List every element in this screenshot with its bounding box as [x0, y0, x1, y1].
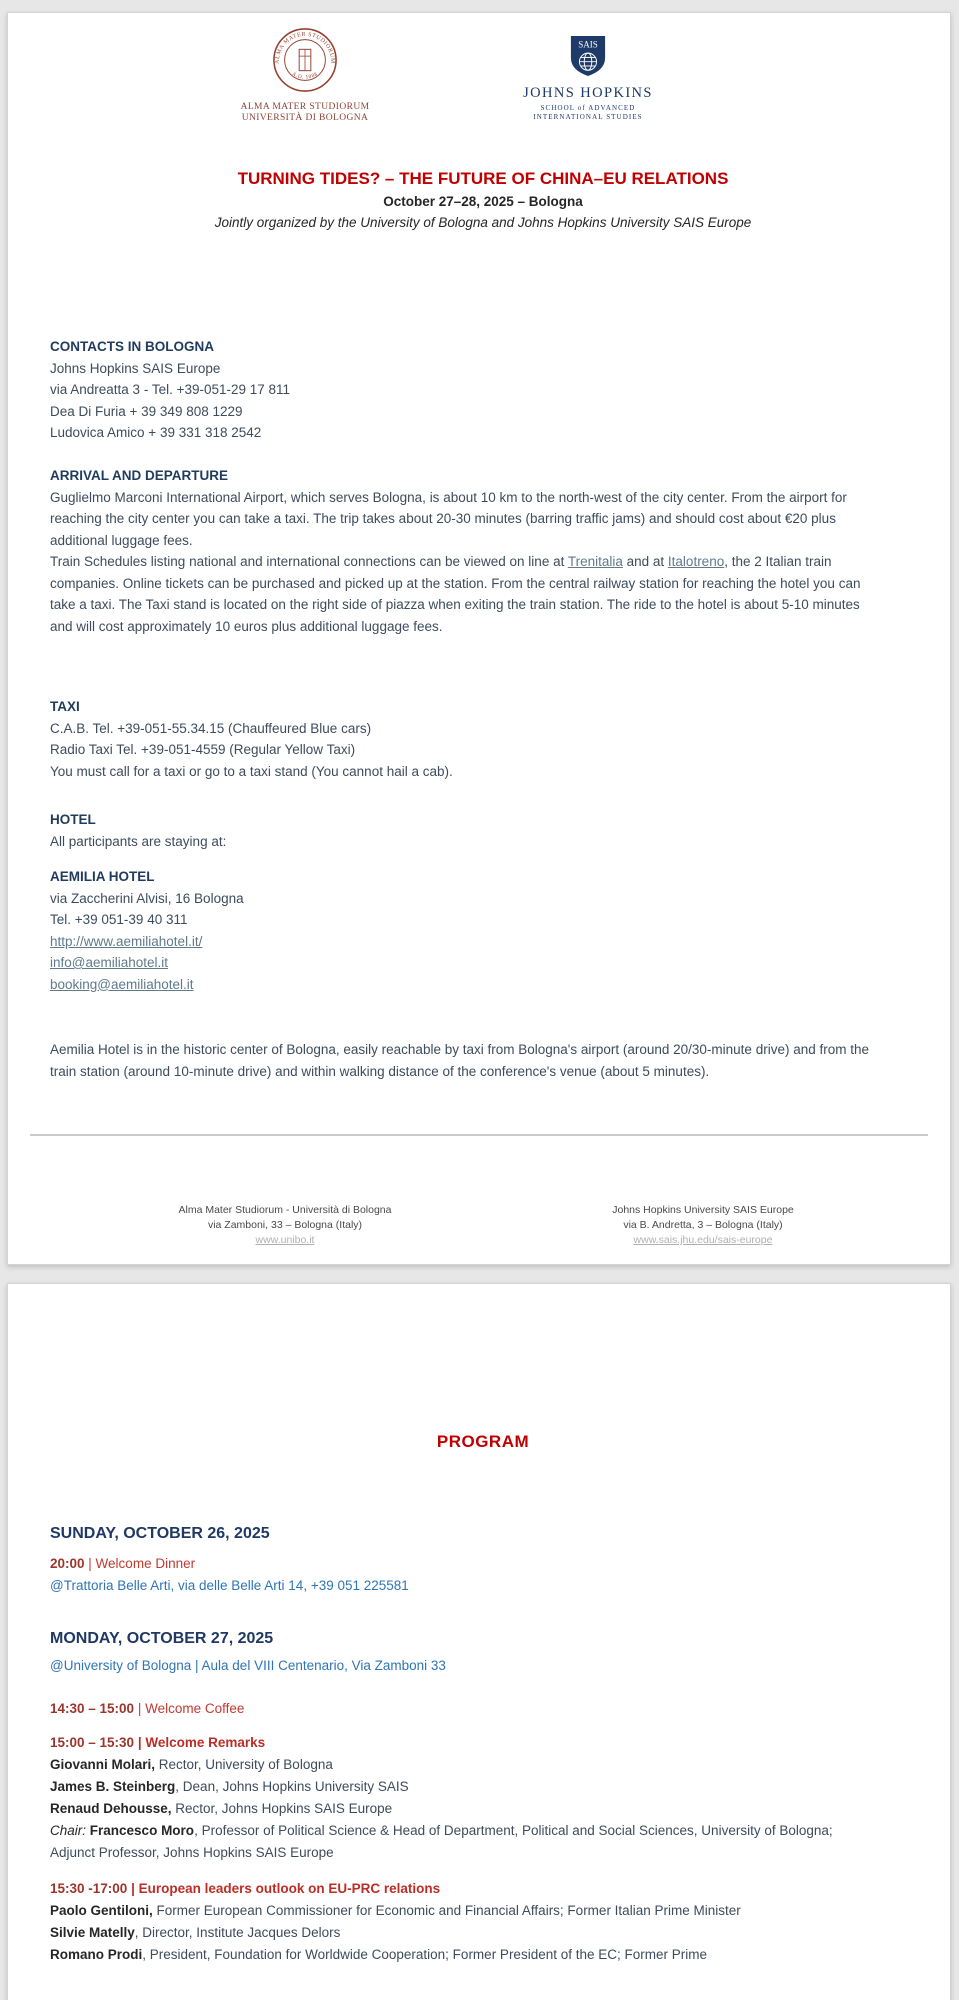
remarks-title: | Welcome Remarks — [137, 1735, 266, 1750]
chair-label: Chair: — [50, 1823, 87, 1838]
aemilia-hotel-booking-link[interactable]: booking@aemiliahotel.it — [50, 976, 194, 992]
aemilia-hotel-phone: Tel. +39 051-39 40 311 — [50, 912, 188, 927]
speaker-line — [50, 1900, 916, 1922]
coffee-time: 14:30 – 15:00 — [50, 1701, 135, 1716]
dinner-title: | Welcome Dinner — [88, 1556, 196, 1571]
document-organizers: Jointly organized by the University of Bologna and Johns Hopkins University SAIS Europe — [214, 215, 752, 230]
speaker-name: Renaud Dehousse, — [50, 1801, 172, 1816]
hotel-description — [50, 1039, 916, 1082]
footer-sais — [543, 1203, 863, 1248]
speaker-name: Silvie Matelly — [50, 1925, 135, 1940]
speaker-line — [50, 1754, 916, 1776]
aemilia-hotel-url-link[interactable]: http://www.aemiliahotel.it/ — [50, 933, 203, 949]
dinner-session-line — [50, 1553, 916, 1575]
sunday-dinner-session — [50, 1553, 916, 1597]
footer-sais-name: Johns Hopkins University SAIS Europe — [612, 1204, 794, 1216]
taxi-line: C.A.B. Tel. +39-051-55.34.15 (Chauffeured Blue cars) — [50, 720, 372, 736]
svg-text:SAIS: SAIS — [578, 39, 598, 50]
coffee-title: | Welcome Coffee — [137, 1701, 245, 1716]
footer-unibo-name: Alma Mater Studiorum - Università di Bologna — [178, 1204, 392, 1216]
sais-school-line1: SCHOOL of ADVANCED — [540, 104, 636, 112]
italotreno-link[interactable]: Italotreno — [667, 554, 725, 569]
speaker-role: Rector, University of Bologna — [155, 1757, 333, 1772]
taxi-section — [50, 696, 916, 782]
footer-sais-link[interactable]: www.sais.jhu.edu/sais-europe — [633, 1234, 773, 1246]
welcome-remarks-session — [50, 1732, 916, 1864]
speaker-role: , President, Foundation for Worldwide Cooperation; Former President of the EC; Former Prime — [142, 1947, 708, 1962]
footer-unibo-address: via Zamboni, 33 – Bologna (Italy) — [207, 1219, 363, 1231]
unibo-caption-line2: UNIVERSITÀ DI BOLOGNA — [241, 113, 369, 123]
document-date: October 27–28, 2025 – Bologna — [383, 194, 583, 209]
svg-text:ALMA MATER STUDIORUM: ALMA MATER STUDIORUM — [274, 31, 336, 64]
unibo-caption-line1: ALMA MATER STUDIORUM — [240, 102, 370, 112]
speaker-role: Former European Commissioner for Economic and Financial Affairs; Former Italian Prime Minister — [152, 1903, 741, 1918]
remarks-heading — [50, 1732, 916, 1754]
eu-prc-session — [50, 1878, 916, 1966]
unibo-seal-icon — [272, 27, 338, 93]
speaker-line — [50, 1798, 916, 1820]
svg-text:A.D. 1088: A.D. 1088 — [290, 71, 320, 81]
coffee-session — [50, 1698, 916, 1720]
trenitalia-link[interactable]: Trenitalia — [567, 554, 623, 569]
speaker-line — [50, 1922, 916, 1944]
speaker-role: , Director, Institute Jacques Delors — [134, 1925, 341, 1940]
arrival-paragraph-1-text: Guglielmo Marconi International Airport, which serves Bologna, is about 10 km to the north-west of the city center. From the airport for reaching the city center you can take a taxi. The trip takes about 20-30 minutes (barring traffic jams) and should cost about €20 plus additional luggage fees. — [50, 489, 847, 548]
speaker-line — [50, 1776, 916, 1798]
speaker-name: Giovanni Molari, — [50, 1757, 156, 1772]
dinner-venue: @Trattoria Belle Arti, via delle Belle Arti 14, +39 051 225581 — [50, 1578, 409, 1593]
chair-name: Francesco Moro — [89, 1823, 195, 1838]
taxi-line: You must call for a taxi or go to a taxi stand (You cannot hail a cab). — [50, 763, 453, 779]
arrival-paragraph-2-text-c: , the 2 Italian train companies. Online tickets can be purchased and picked up at the station. From the central railway station for reaching the hotel you can take a taxi. The Taxi stand is located on the right side of piazza when exiting the train station. The ride to the hotel is about 5-10 minutes and will cost approximately 10 euros plus additional luggage fees. — [50, 554, 861, 634]
arrival-paragraph-2-text-a: Train Schedules listing national and international connections can be viewed on line at — [50, 554, 568, 569]
contacts-line: Johns Hopkins SAIS Europe — [50, 360, 221, 376]
page-1 — [7, 12, 951, 1265]
hotel-intro: All participants are staying at: — [50, 833, 227, 849]
hotel-heading: HOTEL — [50, 812, 96, 827]
arrival-paragraph-2 — [50, 551, 882, 637]
dinner-time: 20:00 — [50, 1556, 85, 1571]
session-heading — [50, 1878, 916, 1900]
speaker-role: , Dean, Johns Hopkins University SAIS — [175, 1779, 409, 1794]
monday-venue: @University of Bologna | Aula del VIII Centenario, Via Zamboni 33 — [50, 1658, 446, 1673]
speaker-name: James B. Steinberg — [50, 1779, 176, 1794]
session-time: 15:30 -17:00 — [50, 1881, 128, 1896]
footer-sais-address: via B. Andretta, 3 – Bologna (Italy) — [623, 1219, 783, 1231]
hotel-description-text: Aemilia Hotel is in the historic center of Bologna, easily reachable by taxi from Bologna's airport (around 20/30-minute drive) and from the train station (around 10-minute drive) and within walking distance of the conference's venue (about 5 minutes). — [50, 1042, 869, 1079]
aemilia-hotel-address: via Zaccherini Alvisi, 16 Bologna — [50, 890, 244, 906]
taxi-line: Radio Taxi Tel. +39-051-4559 (Regular Yellow Taxi) — [50, 742, 356, 757]
contacts-line: via Andreatta 3 - Tel. +39-051-29 17 811 — [50, 382, 291, 397]
chair-role: , Professor of Political Science & Head of Department, Political and Social Sciences, University of Bologna; Adjunct Professor, Johns Hopkins SAIS Europe — [50, 1823, 833, 1860]
unibo-caption — [205, 102, 405, 124]
arrival-heading: ARRIVAL AND DEPARTURE — [50, 468, 229, 483]
chair-line — [50, 1820, 850, 1864]
session-title: | European leaders outlook on EU-PRC relations — [131, 1881, 441, 1896]
sais-shield-icon — [569, 35, 607, 77]
contacts-line: Ludovica Amico + 39 331 318 2542 — [50, 425, 262, 440]
speaker-name: Romano Prodi — [50, 1947, 143, 1962]
document-header — [50, 167, 916, 233]
remarks-time: 15:00 – 15:30 — [50, 1735, 135, 1750]
speaker-role: Rector, Johns Hopkins SAIS Europe — [171, 1801, 393, 1816]
page-2 — [7, 1283, 951, 2000]
aemilia-hotel-name: AEMILIA HOTEL — [50, 869, 155, 884]
speaker-line — [50, 1944, 916, 1966]
sais-logo — [478, 35, 698, 122]
sais-wordmark: JOHNS HOPKINS — [523, 85, 653, 101]
contacts-heading: CONTACTS IN BOLOGNA — [50, 339, 214, 354]
unibo-logo — [205, 27, 405, 124]
footer-unibo-link[interactable]: www.unibo.it — [255, 1234, 315, 1246]
contacts-section — [50, 336, 916, 444]
monday-heading: MONDAY, OCTOBER 27, 2025 — [50, 1630, 274, 1647]
program-title: PROGRAM — [436, 1432, 530, 1451]
arrival-section — [50, 465, 916, 637]
taxi-heading: TAXI — [50, 699, 80, 714]
sunday-heading: SUNDAY, OCTOBER 26, 2025 — [50, 1525, 270, 1542]
document-title: TURNING TIDES? – THE FUTURE OF CHINA–EU RELATIONS — [237, 169, 729, 188]
speaker-name: Paolo Gentiloni, — [50, 1903, 153, 1918]
contacts-line: Dea Di Furia + 39 349 808 1229 — [50, 403, 243, 419]
footer-unibo — [125, 1203, 445, 1248]
sais-school-line2: INTERNATIONAL STUDIES — [533, 113, 643, 121]
footer-divider — [30, 1134, 928, 1136]
aemilia-hotel-block — [50, 866, 916, 995]
aemilia-hotel-email-link[interactable]: info@aemiliahotel.it — [50, 955, 169, 970]
arrival-paragraph-2-text-b: and at — [622, 554, 668, 569]
arrival-paragraph-1 — [50, 487, 882, 552]
hotel-section — [50, 809, 916, 852]
